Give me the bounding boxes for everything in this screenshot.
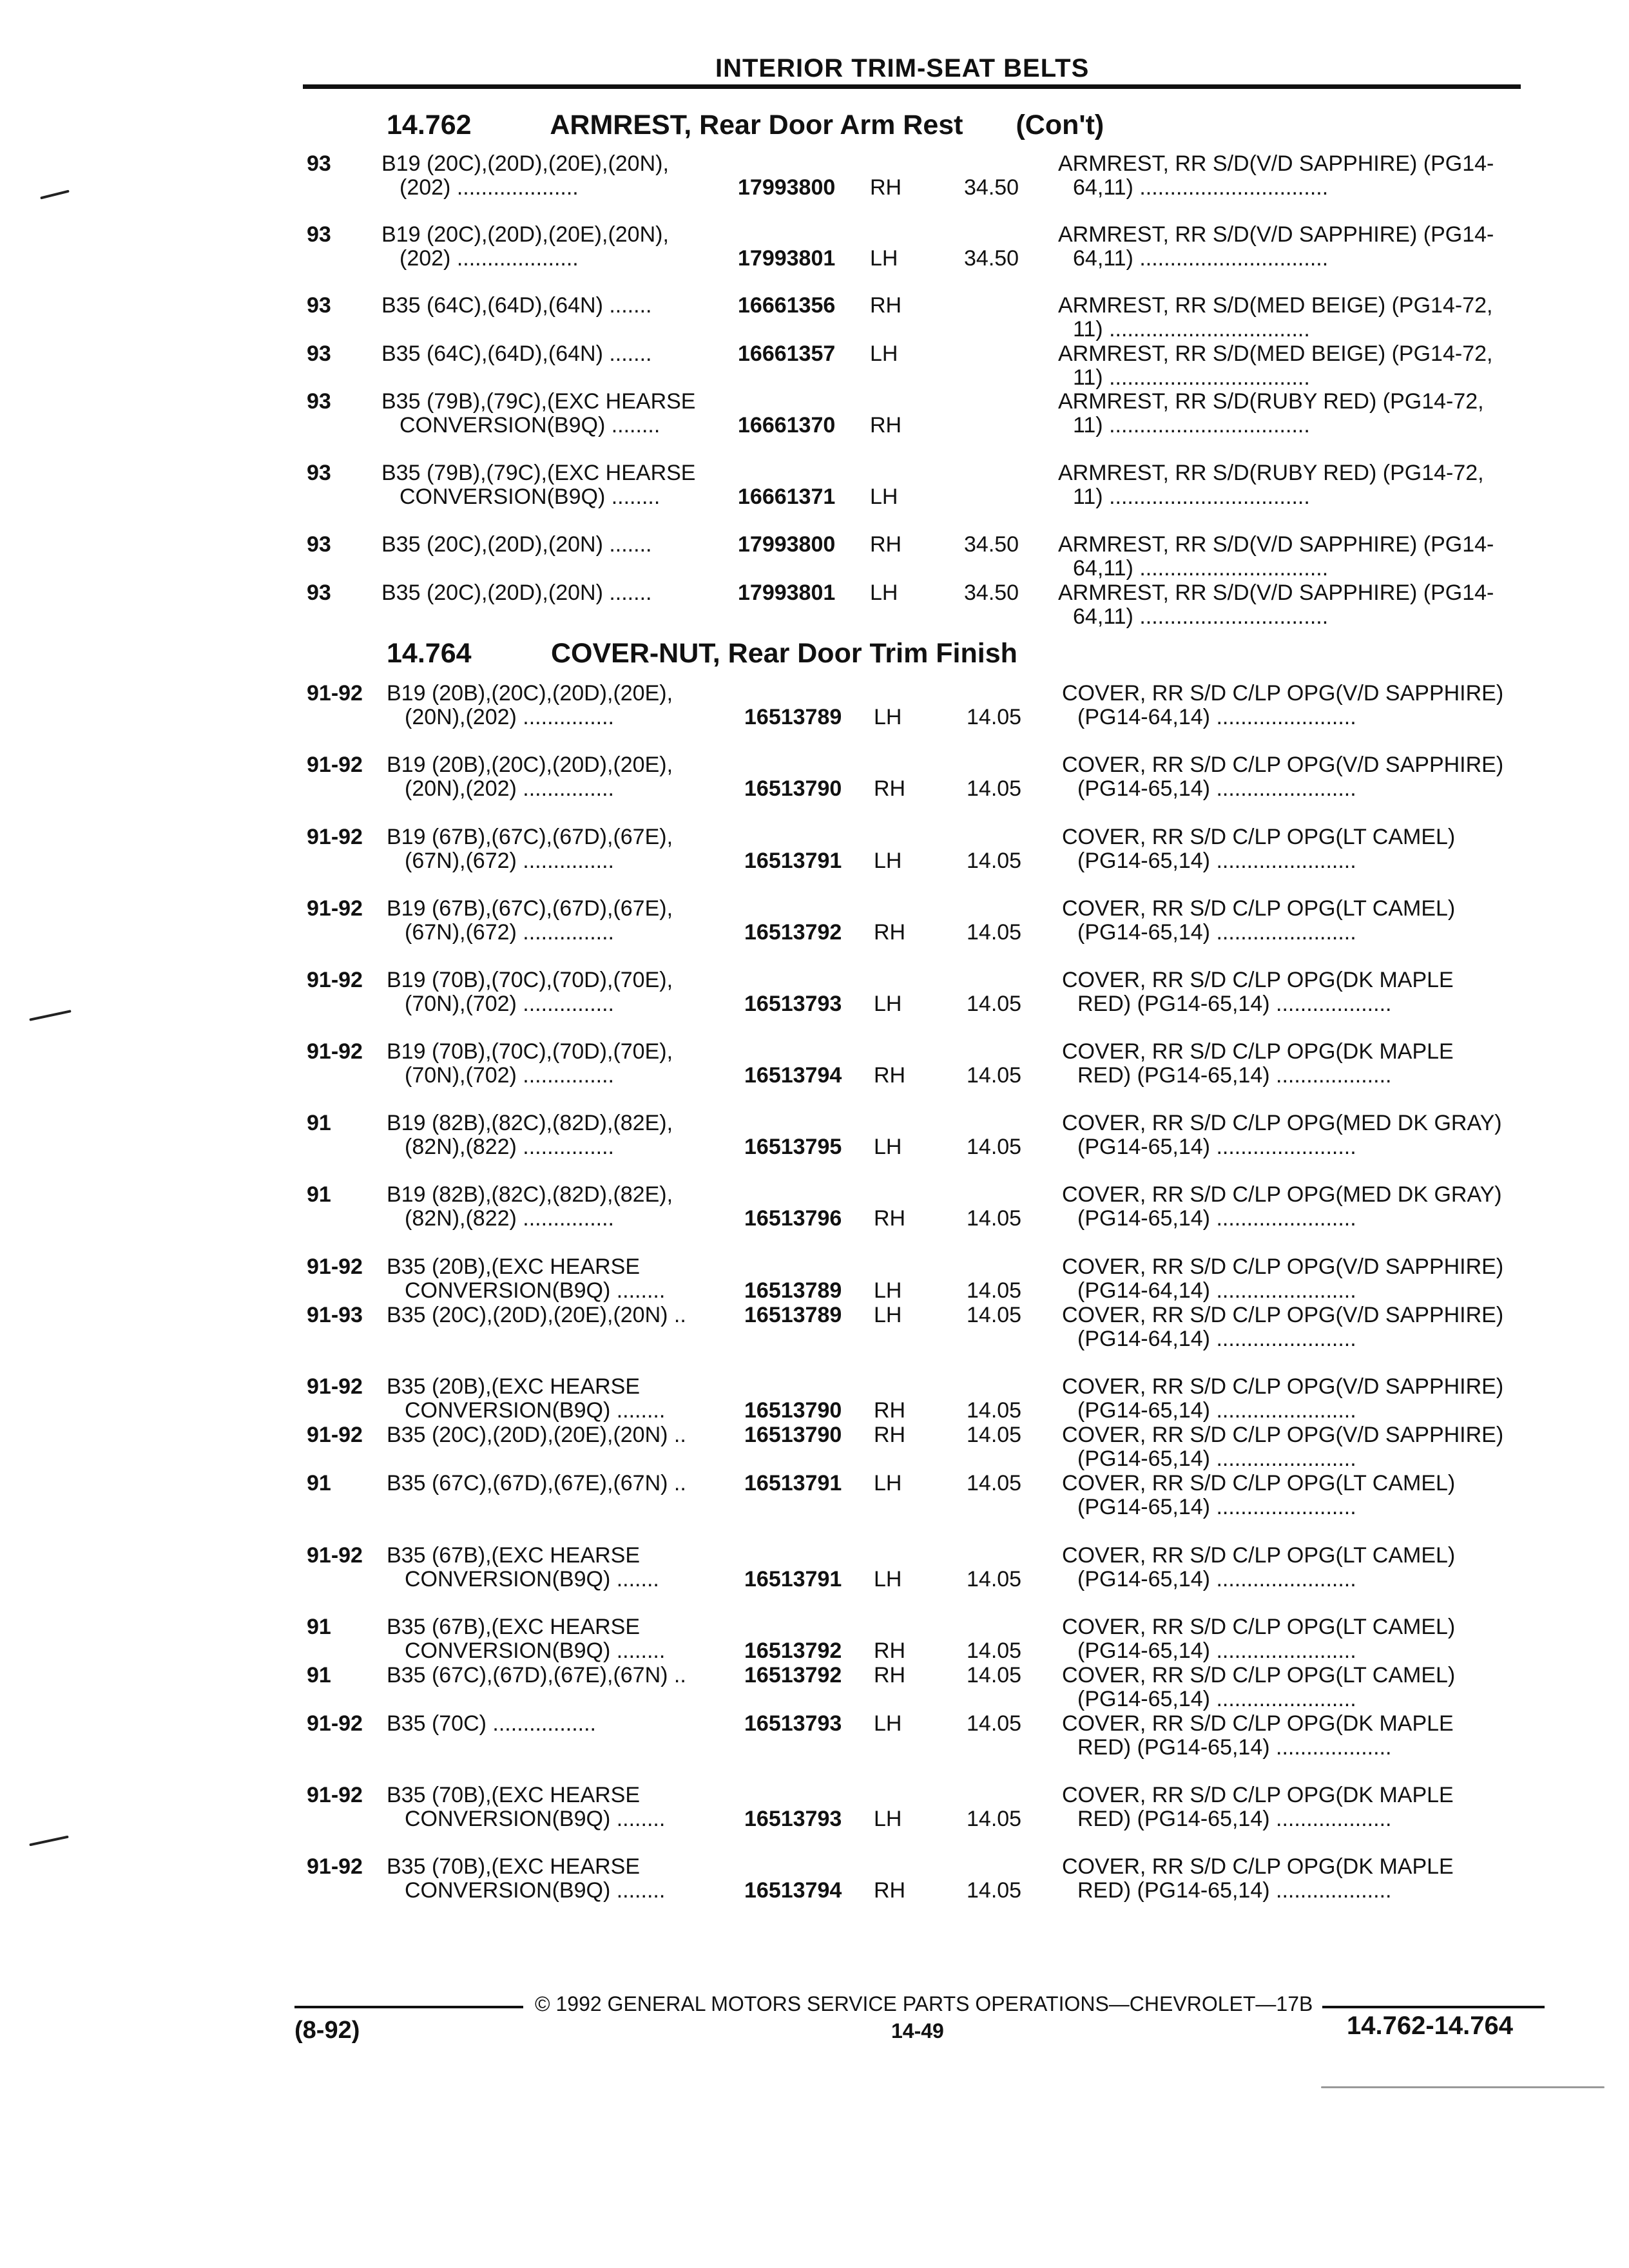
side-code: LH <box>874 1567 902 1591</box>
model-years: 93 <box>307 581 331 605</box>
description-line: COVER, RR S/D C/LP OPG(LT CAMEL) <box>1062 1543 1456 1568</box>
side-code: RH <box>874 1206 906 1231</box>
model-years: 91 <box>307 1615 331 1639</box>
model-line: B19 (70B),(70C),(70D),(70E), <box>387 1039 673 1064</box>
model-line: B35 (67C),(67D),(67E),(67N) .. <box>387 1471 686 1495</box>
part-number: 16661357 <box>738 341 836 366</box>
scan-mark <box>29 1836 68 1847</box>
model-years: 91-92 <box>307 825 363 849</box>
model-line: CONVERSION(B9Q) ....... <box>405 1567 659 1591</box>
description-line: RED) (PG14-65,14) ................... <box>1077 992 1392 1016</box>
model-line: B35 (79B),(79C),(EXC HEARSE <box>381 389 696 414</box>
part-number: 16513796 <box>744 1206 842 1231</box>
side-code: LH <box>874 1471 902 1495</box>
price: 14.05 <box>967 1303 1022 1327</box>
part-number: 16513792 <box>744 1639 842 1663</box>
footer-date: (8-92) <box>294 2017 360 2044</box>
model-line: CONVERSION(B9Q) ........ <box>405 1878 666 1903</box>
side-code: LH <box>874 1807 902 1831</box>
price: 14.05 <box>967 1711 1022 1736</box>
model-years: 91-92 <box>307 1374 363 1399</box>
part-number: 17993801 <box>738 246 836 271</box>
part-number: 17993801 <box>738 581 836 605</box>
model-line: (70N),(702) ............... <box>405 1063 614 1088</box>
price: 14.05 <box>967 1663 1022 1687</box>
model-years: 93 <box>307 389 331 414</box>
description-line: 11) ................................. <box>1073 485 1310 509</box>
description-line: RED) (PG14-65,14) ................... <box>1077 1735 1392 1760</box>
model-years: 91-92 <box>307 1254 363 1279</box>
part-number: 16661356 <box>738 293 836 318</box>
description-line: COVER, RR S/D C/LP OPG(LT CAMEL) <box>1062 1471 1456 1495</box>
page-title: INTERIOR TRIM-SEAT BELTS <box>715 54 1090 82</box>
side-code: RH <box>874 1663 906 1687</box>
section-title: ARMREST, Rear Door Arm Rest <box>550 110 963 140</box>
model-line: CONVERSION(B9Q) ........ <box>400 413 660 437</box>
side-code: LH <box>870 485 898 509</box>
section-header <box>387 110 1104 140</box>
part-number: 16513791 <box>744 849 842 873</box>
model-line: (202) .................... <box>400 175 579 200</box>
description-line: COVER, RR S/D C/LP OPG(MED DK GRAY) <box>1062 1111 1502 1135</box>
description-line: (PG14-64,14) ....................... <box>1077 1278 1356 1303</box>
part-number: 16513791 <box>744 1471 842 1495</box>
price: 14.05 <box>967 992 1022 1016</box>
description-line: COVER, RR S/D C/LP OPG(DK MAPLE <box>1062 1711 1454 1736</box>
model-years: 93 <box>307 293 331 318</box>
description-line: COVER, RR S/D C/LP OPG(DK MAPLE <box>1062 1783 1454 1807</box>
part-number: 16513789 <box>744 1278 842 1303</box>
price: 14.05 <box>967 920 1022 945</box>
description-line: COVER, RR S/D C/LP OPG(LT CAMEL) <box>1062 896 1456 921</box>
table-row <box>0 825 1629 877</box>
part-number: 16513794 <box>744 1063 842 1088</box>
footer-copyright: © 1992 GENERAL MOTORS SERVICE PARTS OPERATIONS—CHEVROLET—17B <box>535 1992 1313 2015</box>
table-row <box>0 1615 1629 1667</box>
model-line: (202) .................... <box>400 246 579 271</box>
table-row <box>0 390 1629 441</box>
description-line: (PG14-65,14) ....................... <box>1077 1639 1356 1663</box>
model-line: B35 (67B),(EXC HEARSE <box>387 1543 641 1568</box>
table-row <box>0 1855 1629 1907</box>
model-years: 93 <box>307 222 331 247</box>
model-line: B35 (64C),(64D),(64N) ....... <box>381 341 652 366</box>
description-line: (PG14-65,14) ....................... <box>1077 1206 1356 1231</box>
model-line: B35 (70C) ................. <box>387 1711 596 1736</box>
price: 14.05 <box>967 1063 1022 1088</box>
description-line: (PG14-64,14) ....................... <box>1077 1327 1356 1351</box>
model-line: B19 (82B),(82C),(82D),(82E), <box>387 1111 673 1135</box>
model-line: B35 (67C),(67D),(67E),(67N) .. <box>387 1663 686 1687</box>
model-line: B35 (70B),(EXC HEARSE <box>387 1854 641 1879</box>
description-line: COVER, RR S/D C/LP OPG(V/D SAPPHIRE) <box>1062 1254 1504 1279</box>
price: 34.50 <box>964 175 1019 200</box>
side-code: RH <box>874 1398 906 1423</box>
model-line: B19 (67B),(67C),(67D),(67E), <box>387 896 673 921</box>
model-line: B19 (20C),(20D),(20E),(20N), <box>381 222 669 247</box>
model-line: B35 (20B),(EXC HEARSE <box>387 1374 641 1399</box>
description-line: COVER, RR S/D C/LP OPG(MED DK GRAY) <box>1062 1182 1502 1207</box>
description-line: (PG14-65,14) ....................... <box>1077 1567 1356 1591</box>
part-number: 16661370 <box>738 413 836 437</box>
model-line: CONVERSION(B9Q) ........ <box>405 1398 666 1423</box>
description-line: 11) ................................. <box>1073 317 1310 341</box>
side-code: LH <box>870 581 898 605</box>
description-line: COVER, RR S/D C/LP OPG(LT CAMEL) <box>1062 825 1456 849</box>
part-number: 16513793 <box>744 1711 842 1736</box>
description-line: COVER, RR S/D C/LP OPG(DK MAPLE <box>1062 1854 1454 1879</box>
model-line: B19 (67B),(67C),(67D),(67E), <box>387 825 673 849</box>
side-code: LH <box>870 341 898 366</box>
table-row <box>0 223 1629 274</box>
model-line: B19 (82B),(82C),(82D),(82E), <box>387 1182 673 1207</box>
side-code: RH <box>870 413 902 437</box>
side-code: RH <box>870 532 902 557</box>
price: 14.05 <box>967 1398 1022 1423</box>
model-years: 93 <box>307 532 331 557</box>
model-line: B35 (20C),(20D),(20N) ....... <box>381 581 652 605</box>
description-line: ARMREST, RR S/D(MED BEIGE) (PG14-72, <box>1058 341 1493 366</box>
description-line: COVER, RR S/D C/LP OPG(V/D SAPPHIRE) <box>1062 1303 1504 1327</box>
side-code: LH <box>874 705 902 729</box>
model-years: 91-93 <box>307 1303 363 1327</box>
side-code: RH <box>874 1423 906 1447</box>
title-rule <box>303 84 1521 89</box>
description-line: 64,11) ............................... <box>1073 604 1329 629</box>
side-code: RH <box>874 920 906 945</box>
table-row <box>0 682 1629 733</box>
description-line: ARMREST, RR S/D(V/D SAPPHIRE) (PG14- <box>1058 222 1494 247</box>
side-code: LH <box>874 1135 902 1159</box>
section-header <box>387 638 1017 669</box>
description-line: COVER, RR S/D C/LP OPG(DK MAPLE <box>1062 968 1454 992</box>
description-line: (PG14-65,14) ....................... <box>1077 849 1356 873</box>
side-code: LH <box>874 992 902 1016</box>
price: 14.05 <box>967 705 1022 729</box>
description-line: COVER, RR S/D C/LP OPG(V/D SAPPHIRE) <box>1062 681 1504 706</box>
description-line: 64,11) ............................... <box>1073 175 1329 200</box>
model-line: (67N),(672) ............... <box>405 849 614 873</box>
price: 14.05 <box>967 1423 1022 1447</box>
side-code: LH <box>874 1278 902 1303</box>
side-code: LH <box>874 849 902 873</box>
price: 14.05 <box>967 1639 1022 1663</box>
description-line: COVER, RR S/D C/LP OPG(V/D SAPPHIRE) <box>1062 1423 1504 1447</box>
part-number: 16513789 <box>744 1303 842 1327</box>
description-line: ARMREST, RR S/D(MED BEIGE) (PG14-72, <box>1058 293 1493 318</box>
model-line: B35 (20C),(20D),(20N) ....... <box>381 532 652 557</box>
description-line: (PG14-65,14) ....................... <box>1077 1495 1356 1519</box>
table-row <box>0 1664 1629 1715</box>
price: 14.05 <box>967 1567 1022 1591</box>
description-line: 11) ................................. <box>1073 365 1310 390</box>
model-years: 91-92 <box>307 1854 363 1879</box>
part-number: 16513792 <box>744 920 842 945</box>
description-line: (PG14-65,14) ....................... <box>1077 920 1356 945</box>
price: 14.05 <box>967 1278 1022 1303</box>
model-years: 91 <box>307 1182 331 1207</box>
table-row <box>0 1040 1629 1091</box>
price: 14.05 <box>967 849 1022 873</box>
model-line: CONVERSION(B9Q) ........ <box>405 1278 666 1303</box>
model-years: 93 <box>307 341 331 366</box>
model-line: B35 (64C),(64D),(64N) ....... <box>381 293 652 318</box>
model-line: CONVERSION(B9Q) ........ <box>405 1807 666 1831</box>
table-row <box>0 968 1629 1020</box>
model-line: B35 (20C),(20D),(20E),(20N) .. <box>387 1423 686 1447</box>
model-line: (82N),(822) ............... <box>405 1135 614 1159</box>
description-line: 64,11) ............................... <box>1073 246 1329 271</box>
table-row <box>0 533 1629 584</box>
price: 14.05 <box>967 1807 1022 1831</box>
part-number: 16661371 <box>738 485 836 509</box>
table-row <box>0 342 1629 394</box>
model-years: 91-92 <box>307 896 363 921</box>
table-row <box>0 1423 1629 1475</box>
model-line: CONVERSION(B9Q) ........ <box>400 485 660 509</box>
part-number: 16513790 <box>744 776 842 801</box>
side-code: LH <box>874 1303 902 1327</box>
price: 14.05 <box>967 1878 1022 1903</box>
side-code: LH <box>870 246 898 271</box>
description-line: COVER, RR S/D C/LP OPG(V/D SAPPHIRE) <box>1062 1374 1504 1399</box>
section-continued: (Con't) <box>1016 110 1104 140</box>
description-line: RED) (PG14-65,14) ................... <box>1077 1063 1392 1088</box>
description-line: ARMREST, RR S/D(RUBY RED) (PG14-72, <box>1058 461 1484 485</box>
price: 34.50 <box>964 532 1019 557</box>
footer-rule <box>294 2006 523 2008</box>
model-line: (20N),(202) ............... <box>405 705 614 729</box>
model-years: 91-92 <box>307 1711 363 1736</box>
part-number: 16513792 <box>744 1663 842 1687</box>
description-line: (PG14-64,14) ....................... <box>1077 705 1356 729</box>
table-row <box>0 897 1629 948</box>
description-line: COVER, RR S/D C/LP OPG(DK MAPLE <box>1062 1039 1454 1064</box>
model-line: B19 (20B),(20C),(20D),(20E), <box>387 681 673 706</box>
part-number: 16513793 <box>744 1807 842 1831</box>
part-number: 16513793 <box>744 992 842 1016</box>
description-line: ARMREST, RR S/D(V/D SAPPHIRE) (PG14- <box>1058 532 1494 557</box>
table-row <box>0 461 1629 513</box>
description-line: (PG14-65,14) ....................... <box>1077 1687 1356 1711</box>
description-line: COVER, RR S/D C/LP OPG(LT CAMEL) <box>1062 1663 1456 1687</box>
price: 14.05 <box>967 1471 1022 1495</box>
part-number: 17993800 <box>738 532 836 557</box>
description-line: ARMREST, RR S/D(RUBY RED) (PG14-72, <box>1058 389 1484 414</box>
table-row <box>0 1303 1629 1355</box>
model-line: (20N),(202) ............... <box>405 776 614 801</box>
footer-rule <box>1322 2006 1545 2008</box>
model-line: B35 (67B),(EXC HEARSE <box>387 1615 641 1639</box>
side-code: RH <box>874 1878 906 1903</box>
model-years: 91 <box>307 1471 331 1495</box>
description-line: (PG14-65,14) ....................... <box>1077 1398 1356 1423</box>
model-years: 93 <box>307 461 331 485</box>
table-row <box>0 1375 1629 1427</box>
footer-section-range: 14.762-14.764 <box>1347 2012 1514 2040</box>
model-years: 93 <box>307 151 331 176</box>
part-number: 16513790 <box>744 1423 842 1447</box>
scan-line <box>1321 2086 1605 2088</box>
model-line: B35 (20C),(20D),(20E),(20N) .. <box>387 1303 686 1327</box>
table-row <box>0 1183 1629 1235</box>
model-line: (70N),(702) ............... <box>405 992 614 1016</box>
model-line: CONVERSION(B9Q) ........ <box>405 1639 666 1663</box>
description-line: (PG14-65,14) ....................... <box>1077 776 1356 801</box>
part-number: 17993800 <box>738 175 836 200</box>
table-row <box>0 1712 1629 1763</box>
model-years: 91 <box>307 1111 331 1135</box>
model-years: 91-92 <box>307 1783 363 1807</box>
side-code: RH <box>870 175 902 200</box>
price: 34.50 <box>964 581 1019 605</box>
model-years: 91-92 <box>307 753 363 777</box>
price: 34.50 <box>964 246 1019 271</box>
section-number: 14.764 <box>387 638 472 669</box>
description-line: (PG14-65,14) ....................... <box>1077 1135 1356 1159</box>
description-line: RED) (PG14-65,14) ................... <box>1077 1807 1392 1831</box>
description-line: 11) ................................. <box>1073 413 1310 437</box>
description-line: COVER, RR S/D C/LP OPG(V/D SAPPHIRE) <box>1062 753 1504 777</box>
model-line: B35 (79B),(79C),(EXC HEARSE <box>381 461 696 485</box>
part-number: 16513794 <box>744 1878 842 1903</box>
part-number: 16513789 <box>744 705 842 729</box>
model-line: B35 (70B),(EXC HEARSE <box>387 1783 641 1807</box>
model-line: B35 (20B),(EXC HEARSE <box>387 1254 641 1279</box>
table-row <box>0 581 1629 633</box>
price: 14.05 <box>967 1135 1022 1159</box>
table-row <box>0 1544 1629 1595</box>
description-line: ARMREST, RR S/D(V/D SAPPHIRE) (PG14- <box>1058 581 1494 605</box>
part-number: 16513795 <box>744 1135 842 1159</box>
model-years: 91-92 <box>307 1039 363 1064</box>
model-years: 91 <box>307 1663 331 1687</box>
model-line: B19 (20C),(20D),(20E),(20N), <box>381 151 669 176</box>
table-row <box>0 152 1629 204</box>
model-line: B19 (20B),(20C),(20D),(20E), <box>387 753 673 777</box>
model-line: B19 (70B),(70C),(70D),(70E), <box>387 968 673 992</box>
model-years: 91-92 <box>307 681 363 706</box>
price: 14.05 <box>967 1206 1022 1231</box>
model-years: 91-92 <box>307 1543 363 1568</box>
price: 14.05 <box>967 776 1022 801</box>
table-row <box>0 1472 1629 1523</box>
side-code: LH <box>874 1711 902 1736</box>
side-code: RH <box>874 776 906 801</box>
section-number: 14.762 <box>387 110 472 140</box>
description-line: 64,11) ............................... <box>1073 556 1329 581</box>
description-line: COVER, RR S/D C/LP OPG(LT CAMEL) <box>1062 1615 1456 1639</box>
table-row <box>0 294 1629 345</box>
table-row <box>0 1111 1629 1163</box>
model-years: 91-92 <box>307 1423 363 1447</box>
description-line: RED) (PG14-65,14) ................... <box>1077 1878 1392 1903</box>
side-code: RH <box>870 293 902 318</box>
table-row <box>0 753 1629 805</box>
part-number: 16513790 <box>744 1398 842 1423</box>
model-years: 91-92 <box>307 968 363 992</box>
footer-page-number: 14-49 <box>891 2019 944 2042</box>
table-row <box>0 1783 1629 1835</box>
table-row <box>0 1255 1629 1307</box>
model-line: (67N),(672) ............... <box>405 920 614 945</box>
section-title: COVER-NUT, Rear Door Trim Finish <box>550 638 1017 669</box>
description-line: (PG14-65,14) ....................... <box>1077 1446 1356 1471</box>
side-code: RH <box>874 1639 906 1663</box>
model-line: (82N),(822) ............... <box>405 1206 614 1231</box>
description-line: ARMREST, RR S/D(V/D SAPPHIRE) (PG14- <box>1058 151 1494 176</box>
side-code: RH <box>874 1063 906 1088</box>
part-number: 16513791 <box>744 1567 842 1591</box>
